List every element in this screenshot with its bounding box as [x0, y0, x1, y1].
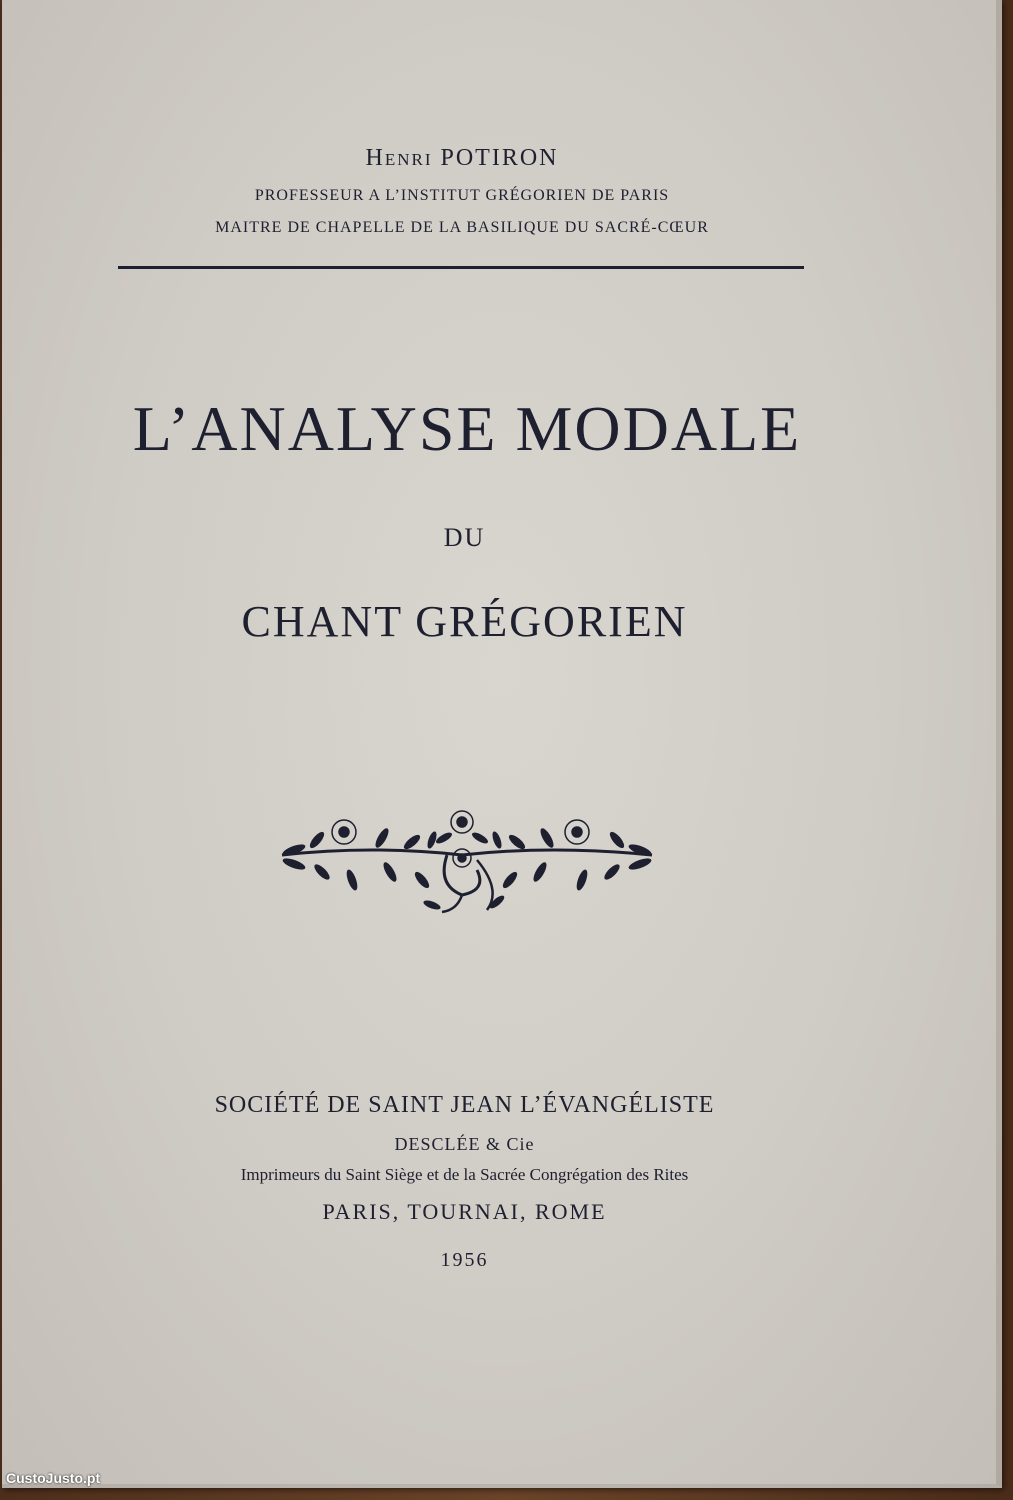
publisher-imprint: DESCLÉE & Cie: [394, 1134, 535, 1154]
book-title: L’ANALYSE MODALE: [132, 393, 802, 464]
publisher-cities: PARIS, TOURNAI, ROME: [322, 1199, 607, 1224]
author-credit-2: MAITRE DE CHAPELLE DE LA BASILIQUE DU SACRÉ-CŒUR: [215, 219, 709, 236]
title-connector: DU: [443, 523, 486, 552]
floral-vine-ornament-icon: [272, 810, 662, 920]
publisher-description: Imprimeurs du Saint Siège et de la Sacrée Congrégation des Rites: [240, 1165, 689, 1184]
author-credit-1: PROFESSEUR A L’INSTITUT GRÉGORIEN DE PARIS: [254, 187, 670, 204]
publisher-name: SOCIÉTÉ DE SAINT JEAN L’ÉVANGÉLISTE: [214, 1092, 715, 1118]
publication-year: 1956: [440, 1249, 489, 1271]
book-subtitle: CHANT GRÉGORIEN: [241, 597, 688, 646]
author-name: Henri POTIRON: [365, 145, 559, 171]
book-cover: [2, 0, 1002, 1488]
site-watermark: CustoJusto.pt: [6, 1470, 101, 1486]
divider-rule: [118, 266, 804, 269]
